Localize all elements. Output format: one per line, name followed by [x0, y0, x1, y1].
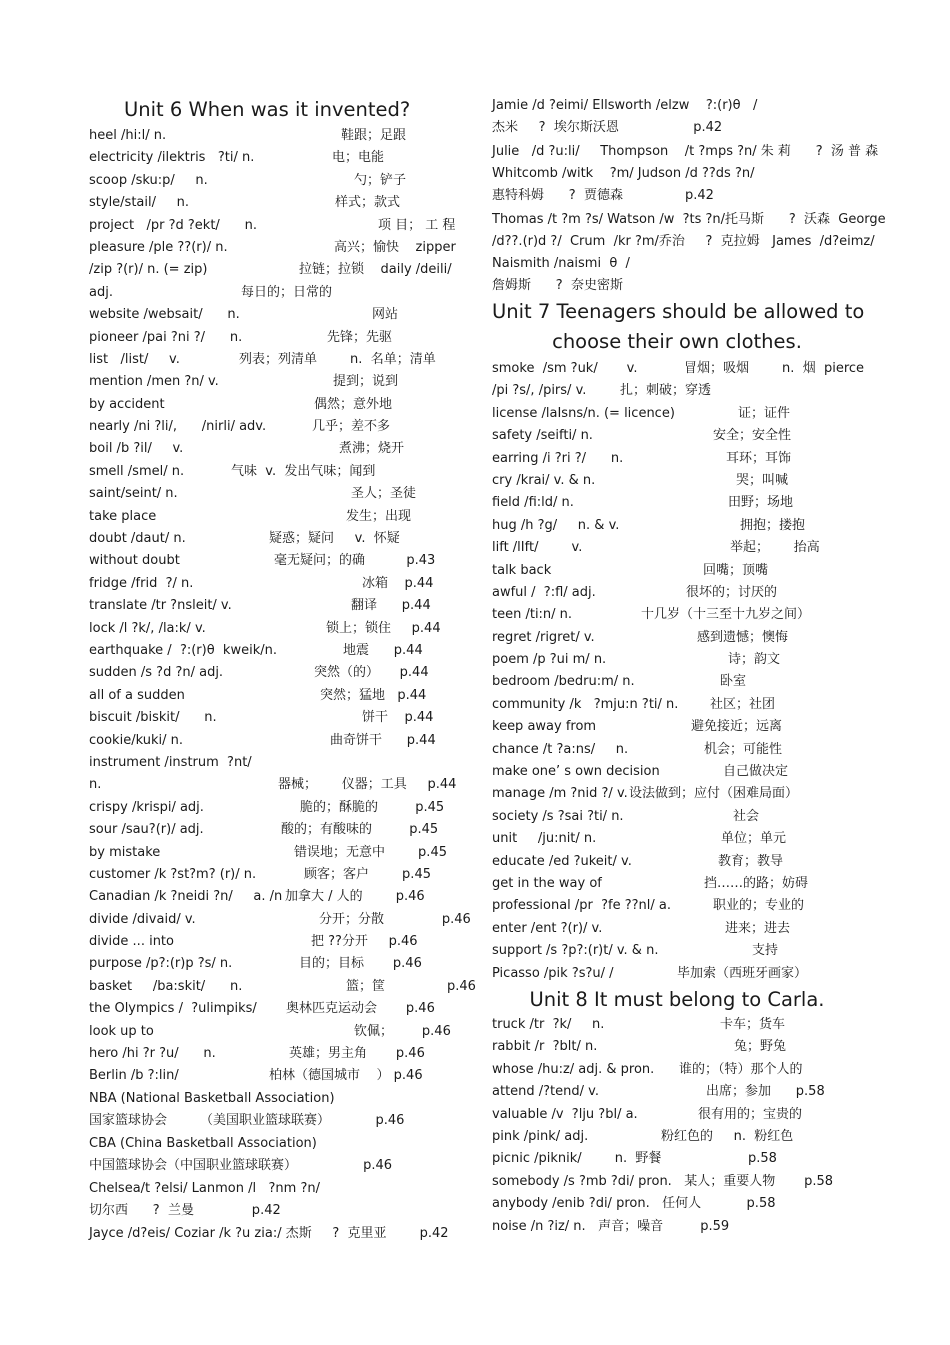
vocab-block-line: Chelsea/t ?elsi/ Lanmon /l ?nm ?n/ — [89, 1181, 320, 1196]
vocab-entry — [492, 918, 862, 940]
vocab-meaning: 目的；目标 p.46 — [299, 956, 422, 972]
vocab-word: take place — [89, 508, 157, 524]
vocab-word: without doubt — [89, 553, 180, 569]
vocab-meaning: 扎；刺破；穿透 — [620, 383, 712, 399]
vocab-meaning: 拥抱；搂抱 — [740, 517, 806, 533]
vocab-entry — [492, 403, 862, 425]
vocab-entry — [89, 327, 459, 349]
vocab-entry — [89, 282, 459, 304]
vocab-entry — [492, 828, 862, 850]
vocab-meaning: 支持 — [752, 943, 779, 959]
vocab-word: translate /tr ?nsleit/ v. — [89, 598, 232, 614]
vocab-entry — [492, 940, 862, 962]
vocab-word: project /pr ?d ?ekt/ n. — [89, 217, 257, 233]
vocab-entry — [89, 550, 459, 572]
vocab-word: poem /p ?ui m/ n. — [492, 652, 607, 668]
vocab-block — [492, 95, 862, 139]
vocab-entry — [89, 886, 459, 908]
vocab-entry — [492, 761, 862, 783]
vocab-meaning: 十几岁（十三至十九岁之间） — [641, 607, 811, 623]
vocab-word: doubt /daut/ n. — [89, 531, 186, 547]
vocab-word: noise /n ?iz/ n. 声音；噪音 p.59 — [492, 1218, 730, 1234]
vocab-meaning: 自己做决定 — [723, 764, 789, 780]
vocab-meaning: 诗；韵文 — [728, 652, 781, 668]
vocab-entry — [89, 864, 459, 886]
vocab-entry — [89, 528, 459, 550]
vocab-entry — [492, 1081, 862, 1103]
vocab-block-line: 惠特科姆 ? 贾德森 p.42 — [492, 188, 714, 203]
vocab-entry — [89, 640, 459, 662]
vocab-meaning: 列表；列清单 n. 名单；清单 — [239, 351, 436, 367]
vocab-block-line: 詹姆斯 ? 奈史密斯 — [492, 278, 623, 293]
vocab-entry — [89, 259, 459, 281]
vocab-entry — [492, 1148, 862, 1170]
vocab-meaning: 勺；铲子 — [354, 172, 407, 188]
vocab-word: basket /ba:skit/ n. — [89, 978, 243, 994]
vocab-block-line: 中国篮球协会（中国职业篮球联赛） p.46 — [89, 1158, 393, 1173]
vocab-word: by mistake — [89, 844, 161, 860]
vocab-entry — [89, 170, 459, 192]
vocab-entry — [89, 685, 459, 707]
vocab-word: pleasure /ple ??(r)/ n. — [89, 239, 228, 255]
vocab-entry — [89, 147, 459, 169]
vocab-meaning: 每日的；日常的 — [241, 284, 333, 300]
vocab-meaning: 设法做到；应付（困难局面） — [629, 786, 799, 802]
vocab-entry — [89, 819, 459, 841]
vocab-meaning: 圣人；圣徒 — [351, 486, 417, 502]
vocab-entry — [89, 573, 459, 595]
vocab-word: divide ... into — [89, 934, 174, 950]
vocab-meaning: 很坏的；讨厌的 — [686, 584, 778, 600]
vocab-word: somebody /s ?mb ?di/ pron. 某人；重要人物 p.58 — [492, 1173, 834, 1189]
vocab-entry — [89, 707, 459, 729]
vocab-word: picnic /piknik/ n. 野餐 — [492, 1151, 662, 1167]
vocab-entry — [492, 560, 862, 582]
vocab-meaning: 挡……的路；妨碍 — [704, 875, 809, 891]
vocab-meaning: 钦佩； p.46 — [354, 1023, 451, 1039]
vocab-block-line: Whitcomb /witk ?m/ Judson /d ??ds ?n/ — [492, 166, 755, 181]
vocab-word: keep away from — [492, 719, 597, 735]
vocab-word: all of a sudden — [89, 687, 185, 703]
vocab-meaning: 气味 v. 发出气味；闻到 — [231, 463, 376, 479]
vocab-word: hero /hi ?r ?u/ n. — [89, 1046, 216, 1062]
vocab-meaning: 很有用的；宝贵的 — [698, 1106, 803, 1122]
vocab-entry — [492, 1126, 862, 1148]
vocab-block-line: 切尔西 ? 兰曼 p.42 — [89, 1203, 281, 1218]
vocab-word: instrument /instrum ?nt/ — [89, 754, 252, 770]
vocab-word: smell /smel/ n. — [89, 463, 185, 479]
vocab-word: anybody /enib ?di/ pron. 任何人 p.58 — [492, 1196, 776, 1212]
vocab-entry — [89, 1065, 459, 1087]
vocab-word: purpose /p?:(r)p ?s/ n. — [89, 956, 233, 972]
vocab-word: manage /m ?nid ?/ v. — [492, 786, 628, 802]
vocab-entry — [89, 730, 459, 752]
vocab-entry — [492, 515, 862, 537]
vocab-meaning: 突然（的） p.44 — [314, 665, 429, 681]
vocab-word: crispy /krispi/ adj. — [89, 799, 204, 815]
vocab-word: awful / ?:fl/ adj. — [492, 584, 596, 600]
vocab-entry — [89, 125, 459, 147]
vocab-entry — [89, 797, 459, 819]
vocab-meaning: 避免接近；远离 — [691, 719, 783, 735]
vocab-word: pink /pink/ adj. — [492, 1128, 589, 1144]
vocab-entry — [89, 1043, 459, 1065]
vocab-meaning: 冰箱 p.44 — [362, 575, 434, 591]
vocab-word: attend /?tend/ v. — [492, 1084, 599, 1100]
vocab-entry — [89, 998, 459, 1020]
vocab-word: regret /rigret/ v. — [492, 629, 595, 645]
vocab-word: support /s ?p?:(r)t/ v. & n. — [492, 943, 659, 959]
vocab-word: pioneer /pai ?ni ?/ n. — [89, 329, 243, 345]
vocab-meaning: 突然；猛地 p.44 — [320, 687, 427, 703]
vocab-meaning: 单位；单元 — [721, 831, 787, 847]
vocab-word: nearly /ni ?li/, /nirli/ adv. — [89, 419, 267, 435]
vocab-meaning: 先锋；先驱 — [327, 329, 393, 345]
vocab-word: /zip ?(r)/ n. (= zip) — [89, 262, 208, 278]
vocab-entry — [89, 349, 459, 371]
vocab-word: cry /krai/ v. & n. — [492, 472, 596, 488]
vocab-meaning: 把 ??分开 p.46 — [311, 934, 418, 950]
vocab-word: list /list/ v. — [89, 351, 180, 367]
vocab-meaning: 酸的；有酸味的 p.45 — [281, 822, 439, 838]
vocab-entry — [89, 371, 459, 393]
vocab-meaning: 偶然；意外地 — [314, 396, 393, 412]
vocab-word: license /laIsns/n. (= licence) — [492, 405, 675, 421]
vocab-entry — [89, 192, 459, 214]
vocab-word: sour /sau?(r)/ adj. — [89, 822, 204, 838]
vocab-meaning: 煮沸；烧开 — [339, 441, 405, 457]
vocab-word: earring /i ?ri ?/ n. — [492, 450, 624, 466]
vocab-meaning: 拉链；拉锁 daily /deili/ — [299, 262, 452, 278]
vocab-word: hug /h ?g/ n. & v. — [492, 517, 620, 533]
vocab-word: lift /lIft/ v. — [492, 540, 583, 556]
vocab-word: adj. — [89, 284, 113, 300]
vocab-block — [89, 1223, 459, 1245]
vocab-entry — [492, 851, 862, 873]
vocab-entry — [492, 716, 862, 738]
vocab-block — [492, 209, 886, 297]
vocab-word: lock /l ?k/, /la:k/ v. — [89, 620, 206, 636]
vocab-meaning: 错误地；无意中 p.45 — [294, 844, 447, 860]
vocab-meaning: 举起； 抬高 — [730, 540, 820, 556]
vocab-block-line: 杰米 ? 埃尔斯沃恩 p.42 — [492, 120, 723, 135]
vocab-meaning: 出席；参加 p.58 — [706, 1084, 825, 1100]
vocab-word: look up to — [89, 1023, 154, 1039]
vocab-word: make one’ s own decision — [492, 764, 660, 780]
vocab-meaning: 地震 p.44 — [343, 642, 423, 658]
vocab-word: Berlin /b ?:lin/ — [89, 1068, 179, 1084]
vocab-meaning: 安全；安全性 — [713, 428, 792, 444]
vocab-entry — [492, 380, 862, 402]
vocab-word: safety /seifti/ n. — [492, 428, 593, 444]
vocab-word: sudden /s ?d ?n/ adj. — [89, 665, 224, 681]
vocab-block-line: NBA (National Basketball Association) — [89, 1091, 335, 1106]
vocab-block-line: Julie /d ?u:li/ Thompson /t ?mps ?n/ 朱 莉 ? 汤 普 森 — [492, 144, 879, 159]
vocab-entry — [89, 1021, 459, 1043]
vocab-meaning: 分开；分散 p.46 — [319, 911, 471, 927]
vocab-entry — [89, 595, 459, 617]
vocab-word: society /s ?sai ?ti/ n. — [492, 808, 624, 824]
vocab-entry — [89, 215, 459, 237]
vocab-block — [89, 1178, 459, 1222]
vocab-entry — [492, 537, 862, 559]
vocab-word: chance /t ?a:ns/ n. — [492, 741, 629, 757]
vocab-entry — [492, 739, 862, 761]
vocab-word: unit /ju:nit/ n. — [492, 831, 597, 847]
unit6-title: Unit 6 When was it invented? — [124, 98, 411, 121]
vocab-entry — [492, 627, 862, 649]
vocab-meaning: 鞋跟；足跟 — [341, 128, 407, 143]
vocab-entry — [89, 237, 459, 259]
vocab-entry — [492, 895, 862, 917]
vocab-meaning: 哭；叫喊 — [736, 472, 789, 488]
vocab-entry — [89, 953, 459, 975]
vocab-entry — [89, 483, 459, 505]
vocab-block-line: Jamie /d ?eimi/ Ellsworth /elzw ?:(r)θ / — [492, 98, 758, 113]
vocab-word: mention /men ?n/ v. — [89, 374, 219, 390]
vocab-entry — [89, 931, 459, 953]
vocab-meaning: 饼干 p.44 — [362, 710, 434, 726]
vocab-meaning: 奥林匹克运动会 p.46 — [286, 1001, 435, 1017]
unit8-title: Unit 8 It must belong to Carla. — [529, 988, 825, 1011]
vocab-entry — [492, 1216, 862, 1238]
vocab-entry — [89, 909, 471, 931]
vocab-word: boil /b ?il/ v. — [89, 441, 184, 457]
vocab-meaning: 谁的；（特）那个人的 — [679, 1061, 803, 1077]
vocab-block-line: CBA (China Basketball Association) — [89, 1136, 317, 1151]
vocab-meaning: 卧室 — [720, 674, 747, 690]
vocab-block-line: 国家篮球协会 （美国职业篮球联赛） p.46 — [89, 1113, 405, 1128]
vocab-block — [89, 1088, 459, 1132]
vocab-entry — [89, 461, 459, 483]
vocab-block-line: /d??.(r)d ?/ Crum /kr ?m/乔治 ? 克拉姆 James /d?eimz/ — [492, 234, 875, 249]
vocab-word: customer /k ?st?m? (r)/ n. — [89, 866, 257, 882]
vocab-entry — [89, 842, 459, 864]
vocab-entry — [492, 425, 862, 447]
vocab-meaning: 脆的；酥脆的 p.45 — [300, 799, 445, 815]
vocab-meaning: 器械； 仪器；工具 p.44 — [278, 777, 457, 793]
vocab-entry — [492, 470, 862, 492]
vocab-entry — [492, 806, 862, 828]
vocab-word: saint/seint/ n. — [89, 486, 178, 502]
vocab-word: get in the way of — [492, 875, 602, 891]
vocab-block — [89, 1133, 459, 1177]
vocab-meaning: 回嘴；顶嘴 — [703, 562, 769, 578]
vocab-word: community /k ?mju:n ?ti/ n. — [492, 696, 679, 712]
vocab-entry — [492, 1059, 862, 1081]
vocab-word: the Olympics / ?ulimpiks/ — [89, 1001, 257, 1017]
vocab-word: /pi ?s/, /pirs/ v. — [492, 383, 587, 399]
vocab-word: fridge /frid ?/ n. — [89, 575, 194, 591]
unit7-title-line1: Unit 7 Teenagers should be allowed to — [492, 300, 865, 323]
vocab-entry — [492, 783, 862, 805]
vocab-entry — [492, 358, 865, 380]
vocab-meaning: 社会 — [733, 808, 760, 824]
vocab-word: rabbit /r ?blt/ n. — [492, 1039, 598, 1055]
vocab-meaning: 证；证件 — [738, 405, 791, 421]
vocab-word: biscuit /biskit/ n. — [89, 710, 217, 726]
vocab-entry — [492, 448, 862, 470]
vocab-meaning: 兔；野兔 — [734, 1039, 787, 1055]
vocab-entry — [492, 649, 862, 671]
vocab-meaning: 毫无疑问；的确 p.43 — [274, 553, 436, 569]
vocab-word: style/stail/ n. — [89, 195, 190, 211]
vocab-word: Canadian /k ?neidi ?n/ a. /n — [89, 889, 283, 905]
vocab-entry — [89, 752, 459, 774]
vocab-word: Picasso /pik ?s?u/ / — [492, 965, 614, 981]
vocab-meaning: p.58 — [748, 1151, 777, 1167]
vocab-word: professional /pr ?fe ??nl/ a. — [492, 898, 672, 914]
vocab-word: talk back — [492, 562, 552, 578]
vocab-meaning: 进来；进去 — [725, 920, 791, 936]
vocab-entry — [492, 873, 862, 895]
unit7-vocab-list — [492, 358, 865, 985]
vocab-meaning: 教育；教导 — [718, 853, 784, 869]
vocab-word: electricity /ilektris ?ti/ n. — [89, 150, 255, 166]
vocab-entry — [492, 1171, 862, 1193]
vocab-meaning: 篮；筐 p.46 — [346, 978, 476, 994]
vocab-meaning: 高兴；愉快 zipper — [334, 239, 456, 255]
vocab-word: heel /hi:l/ n. — [89, 128, 167, 143]
vocab-entry — [492, 582, 862, 604]
vocab-entry — [492, 1014, 862, 1036]
vocab-entry — [89, 976, 476, 998]
vocab-word: by accident — [89, 396, 165, 412]
vocab-meaning: 毕加索（西班牙画家） — [677, 965, 808, 981]
unit6-vocab-list — [89, 125, 476, 1088]
vocab-entry — [89, 662, 459, 684]
vocab-word: website /websait/ n. — [89, 307, 240, 323]
vocab-block — [492, 141, 879, 207]
vocab-meaning: 田野；场地 — [728, 495, 794, 511]
vocab-meaning: 职业的；专业的 — [713, 898, 805, 914]
vocab-entry — [492, 694, 862, 716]
vocab-meaning: 疑惑；疑问 v. 怀疑 — [269, 531, 400, 547]
vocab-entry — [492, 963, 862, 985]
vocab-word: earthquake / ?:(r)θ kweik/n. — [89, 642, 277, 658]
vocab-meaning: 感到遗憾；懊悔 — [697, 629, 789, 645]
vocab-meaning: 翻译 p.44 — [351, 598, 431, 614]
vocab-word: n. — [89, 777, 102, 793]
vocab-entry — [89, 416, 459, 438]
vocab-meaning: 柏林（德国城市 ） p.46 — [269, 1068, 423, 1084]
vocab-word: scoop /sku:p/ n. — [89, 172, 208, 188]
vocab-meaning: 机会；可能性 — [704, 741, 783, 757]
vocab-meaning: 曲奇饼干 p.44 — [330, 732, 436, 748]
vocab-meaning: 冒烟；吸烟 n. 烟 pierce — [684, 361, 865, 376]
unit7-title-line2: choose their own clothes. — [552, 330, 802, 353]
vocab-meaning: 锁上；锁住 p.44 — [326, 620, 441, 636]
vocab-meaning: 样式；款式 — [335, 195, 401, 211]
vocab-entry — [492, 1036, 862, 1058]
vocab-meaning: 耳环；耳饰 — [726, 450, 792, 466]
vocab-entry — [89, 774, 459, 796]
vocab-meaning: 卡车；货车 — [720, 1017, 786, 1032]
vocab-entry — [492, 492, 862, 514]
vocab-word: divide /divaid/ v. — [89, 911, 196, 927]
names-list — [492, 95, 886, 297]
vocab-word: valuable /v ?lju ?bl/ a. — [492, 1106, 638, 1122]
vocab-meaning: 社区；社团 — [710, 696, 776, 712]
unit6-extra-list — [89, 1088, 459, 1245]
vocab-entry — [89, 394, 459, 416]
vocab-block-line: Naismith /naismi θ / — [492, 256, 630, 271]
vocab-meaning: 英雄；男主角 p.46 — [289, 1046, 425, 1062]
vocab-meaning: 几乎；差不多 — [312, 419, 391, 435]
vocab-entry — [492, 671, 862, 693]
vocab-word: truck /tr ?k/ n. — [492, 1017, 605, 1032]
vocab-entry — [89, 304, 459, 326]
vocab-entry — [89, 506, 459, 528]
vocab-word: cookie/kuki/ n. — [89, 732, 183, 748]
vocab-meaning: 粉红色的 n. 粉红色 — [661, 1128, 794, 1144]
vocab-word: educate /ed ?ukeit/ v. — [492, 853, 632, 869]
vocab-block-line: Jayce /d?eis/ Coziar /k ?u zia:/ 杰斯 ? 克里亚 p.42 — [89, 1226, 449, 1241]
vocab-word: teen /ti:n/ n. — [492, 607, 573, 623]
vocab-meaning: 发生；出现 — [346, 508, 412, 524]
vocab-meaning: 顾客；客户 p.45 — [304, 866, 431, 882]
vocab-word: whose /hu:z/ adj. & pron. — [492, 1061, 655, 1077]
vocab-entry — [89, 438, 459, 460]
vocab-meaning: 加拿大 / 人的 p.46 — [285, 889, 425, 905]
vocab-entry — [492, 1193, 862, 1215]
vocab-entry — [492, 604, 862, 626]
vocab-word: bedroom /bedru:m/ n. — [492, 674, 635, 690]
vocab-entry — [89, 618, 459, 640]
vocab-block-line: Thomas /t ?m ?s/ Watson /w ?ts ?n/托马斯 ? 沃森 George — [492, 212, 886, 227]
vocab-meaning: 网站 — [372, 307, 399, 323]
vocab-meaning: 项 目； 工 程 — [378, 217, 456, 233]
vocab-word: enter /ent ?(r)/ v. — [492, 920, 603, 936]
vocab-word: field /fi:ld/ n. — [492, 495, 574, 511]
vocab-word: smoke /sm ?uk/ v. — [492, 361, 638, 376]
vocab-entry — [492, 1104, 862, 1126]
unit8-vocab-list — [492, 1014, 862, 1238]
vocab-meaning: 电；电能 — [332, 150, 385, 166]
vocab-meaning: 提到；说到 — [333, 374, 399, 390]
